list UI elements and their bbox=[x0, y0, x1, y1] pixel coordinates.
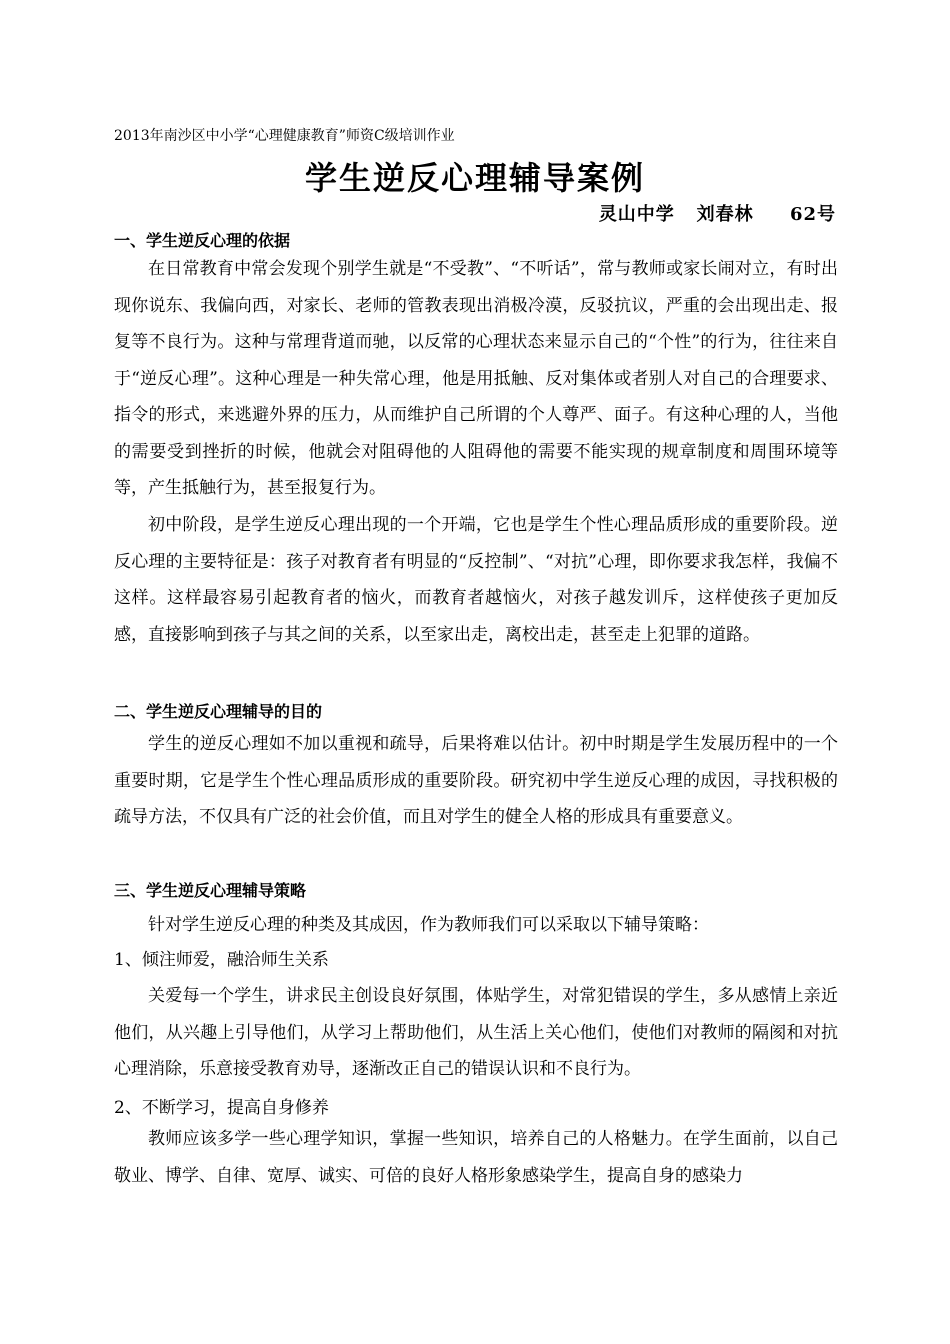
section-2-paragraph-1: 学生的逆反心理如不加以重视和疏导，后果将难以估计。初中时期是学生发展历程中的一个重要时期，它是学生个性心理品质形成的重要阶段。研究初中学生逆反心理的成因，寻找积极的疏导方法，不仅具有广泛的社会价值，而且对学生的健全人格的形成具有重要意义。 bbox=[114, 734, 838, 827]
section-1-paragraph-2: 初中阶段，是学生逆反心理出现的一个开端，它也是学生个性心理品质形成的重要阶段。逆反心理的主要特征是：孩子对教育者有明显的“反控制”、“对抗”心理，即你要求我怎样，我偏不这样。这样最容易引起教育者的恼火，而教育者越恼火，对孩子越发训斥，这样使孩子更加反感，直接影响到孩子与其之间的关系，以至家出走，离校出走，甚至走上犯罪的道路。 bbox=[114, 515, 838, 645]
strategy-1-label: 1、倾注师爱，融洽师生关系 bbox=[114, 950, 329, 970]
author-line: 灵山中学 刘春林 62号 bbox=[598, 204, 836, 225]
strategy-2-text: 教师应该多学一些心理学知识，掌握一些知识，培养自己的人格魅力。在学生面前，以自己敬业、博学、自律、宽厚、诚实、可倍的良好人格形象感染学生，提高自身的感染力 bbox=[114, 1129, 838, 1186]
section-3-paragraph-1: 针对学生逆反心理的种类及其成因，作为教师我们可以采取以下辅导策略： bbox=[148, 915, 709, 935]
section-3-heading: 三、学生逆反心理辅导策略 bbox=[114, 881, 307, 900]
strategy-1-text: 关爱每一个学生，讲求民主创设良好氛围，体贴学生，对常犯错误的学生，多从感情上亲近他们，从兴趣上引导他们，从学习上帮助他们，从生活上关心他们，使他们对教师的隔阂和对抗心理消除，乐意接受教育劝导，逐渐改正自己的错误认识和不良行为。 bbox=[114, 986, 838, 1079]
document-title: 学生逆反心理辅导案例 bbox=[304, 159, 645, 197]
section-1-paragraph-1: 在日常教育中常会发现个别学生就是“不受教”、“不听话”，常与教师或家长闹对立，有时出现你说东、我偏向西，对家长、老师的管教表现出消极冷漠，反驳抗议，严重的会出现出走、报复等不良行为。这种与常理背道而驰，以反常的心理状态来显示自己的“个性”的行为，往往来自于“逆反心理”。这种心理是一种失常心理，他是用抵触、反对集体或者别人对自己的合理要求、指令的形式，来逃避外界的压力，从而维护自己所谓的个人尊严、面子。有这种心理的人，当他的需要受到挫折的时候，他就会对阻碍他的人阻碍他的需要不能实现的规章制度和周围环境等等，产生抵触行为，甚至报复行为。 bbox=[114, 259, 838, 498]
section-1-heading: 一、学生逆反心理的依据 bbox=[114, 231, 291, 250]
document-subtitle: 2013年南沙区中小学“心理健康教育”师资C级培训作业 bbox=[114, 128, 455, 144]
section-2-heading: 二、学生逆反心理辅导的目的 bbox=[114, 702, 323, 721]
strategy-2-label: 2、不断学习，提高自身修养 bbox=[114, 1098, 329, 1118]
